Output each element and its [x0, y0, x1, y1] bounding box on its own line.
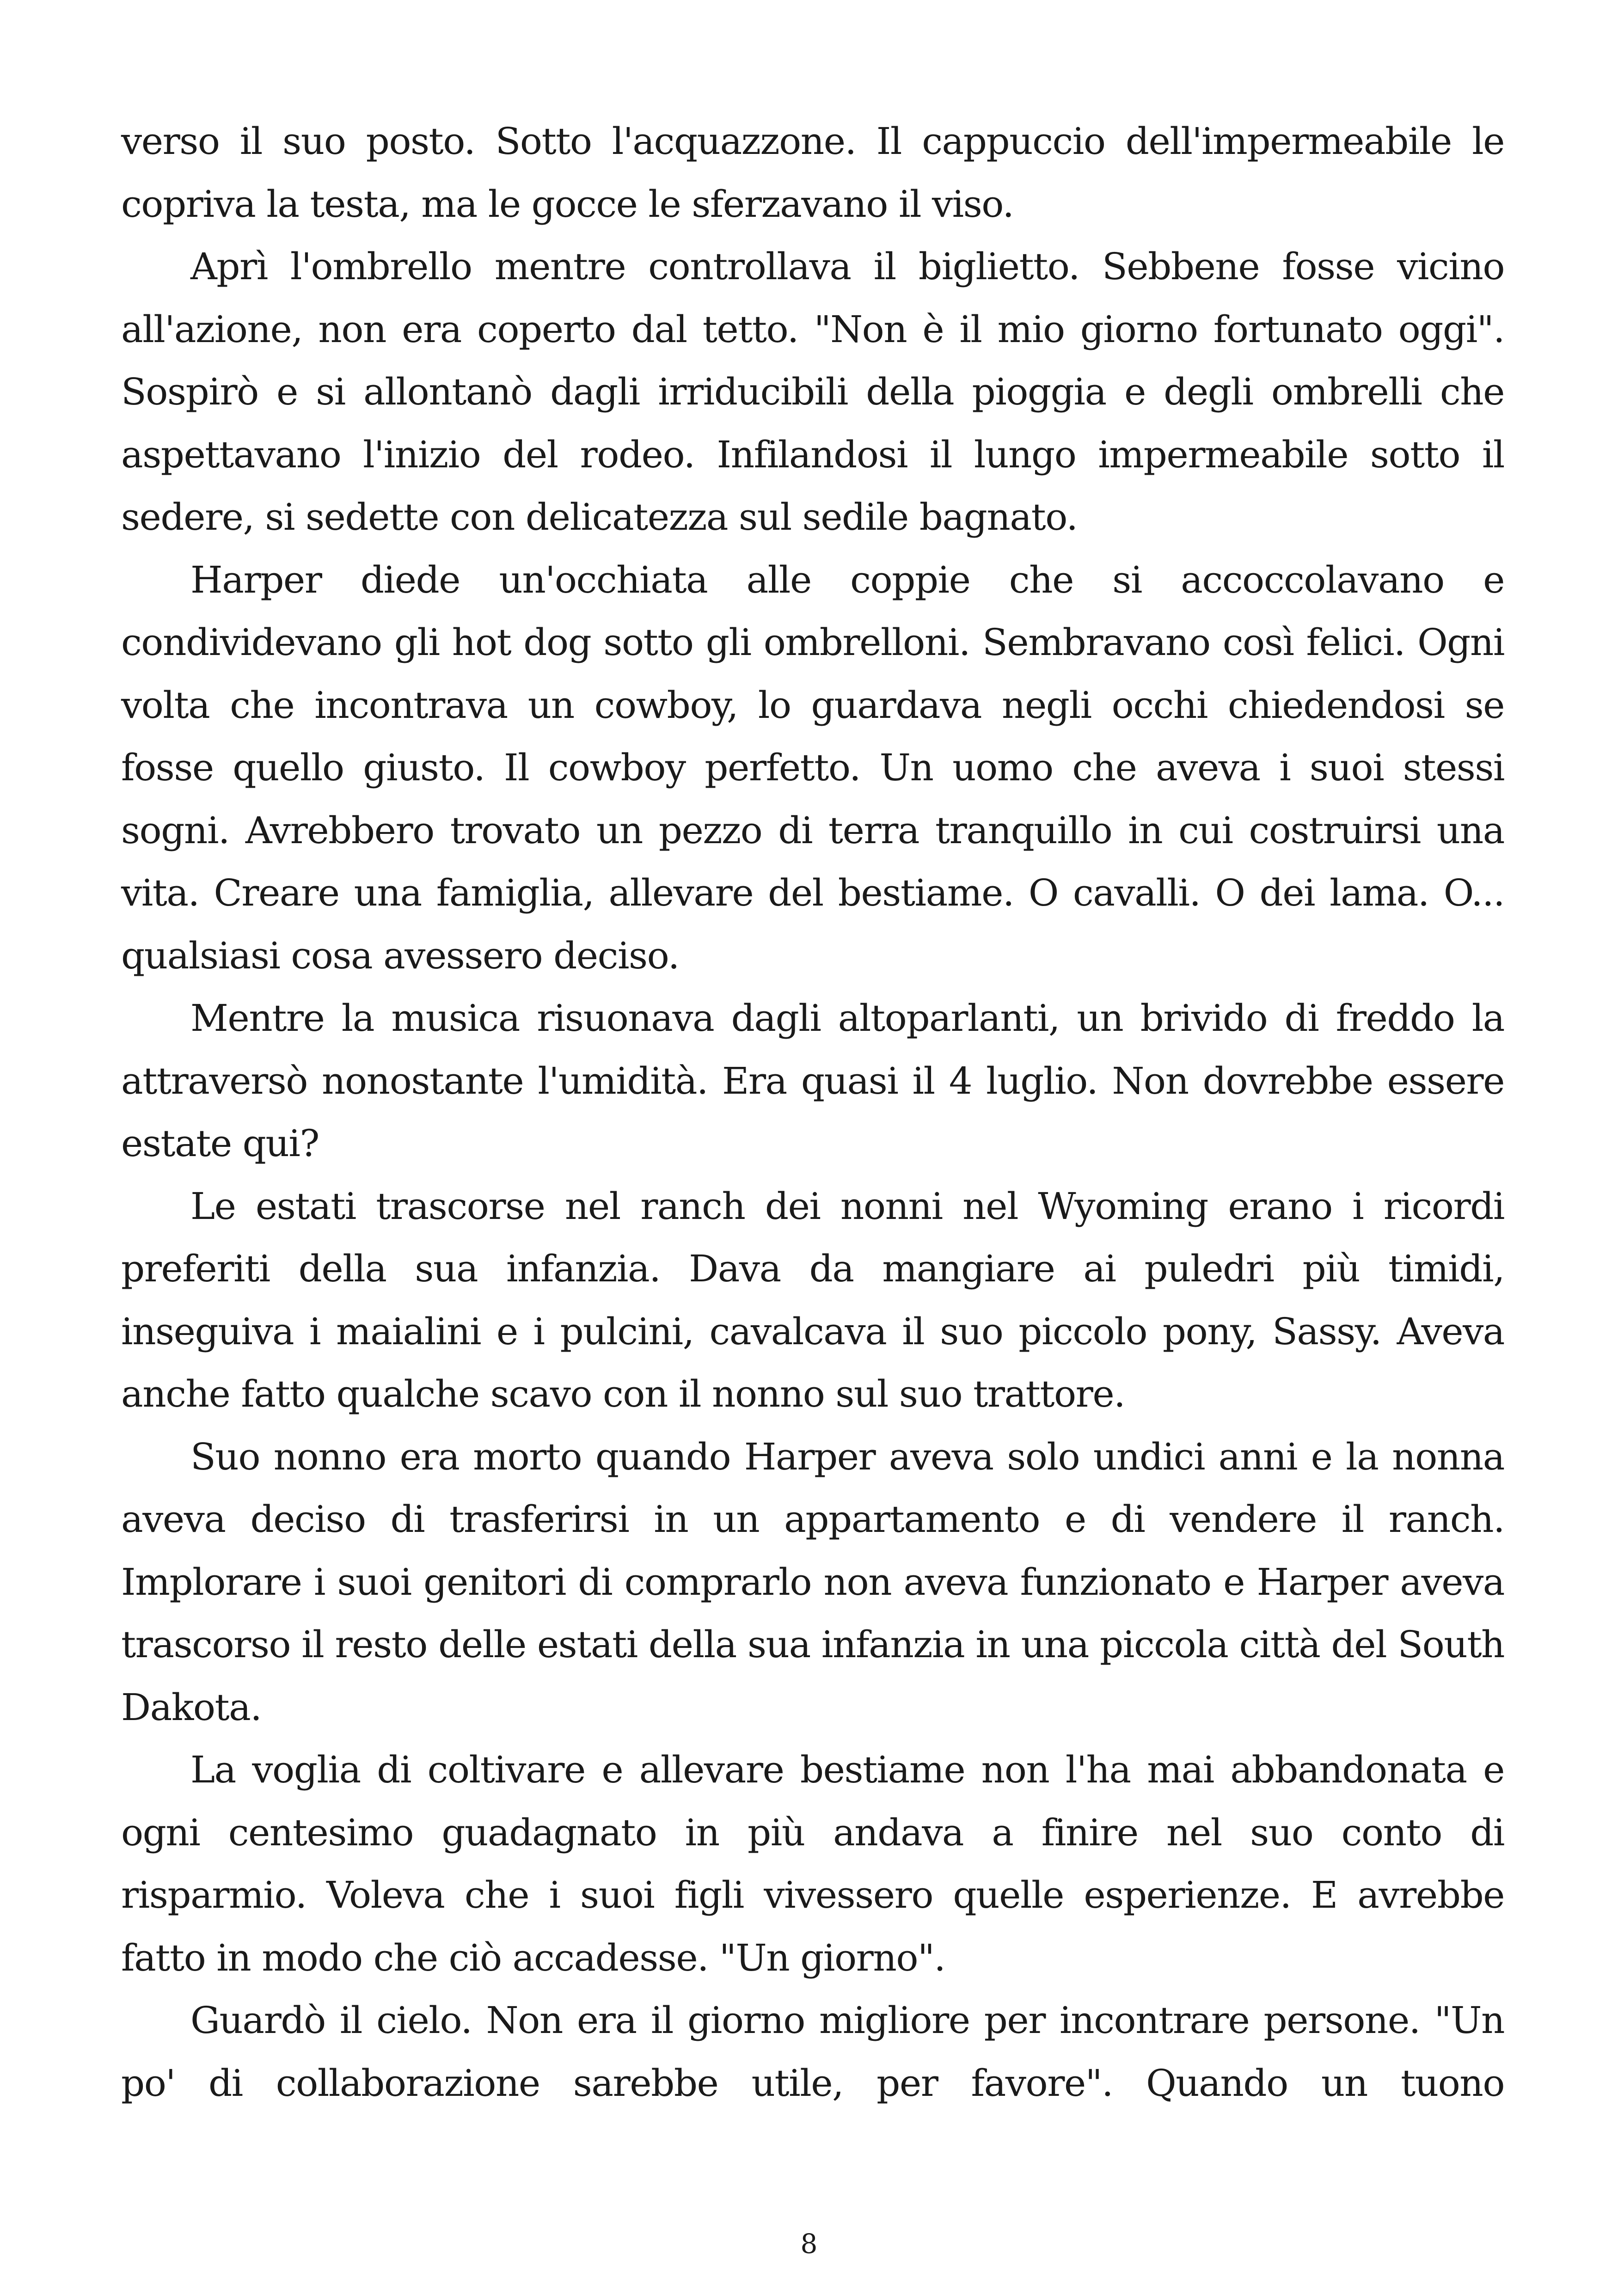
paragraph-1: verso il suo posto. Sotto l'acquazzone. Il cappuccio dell'impermeabile le copriva la testa, ma le gocce le sferzavano il viso.	[121, 120, 1504, 226]
paragraph-4: Mentre la musica risuonava dagli altoparlanti, un brivido di freddo la attraversò nonostante l'umidità. Era quasi il 4 luglio. Non dovrebbe essere estate qui?	[121, 997, 1504, 1165]
body-text	[121, 110, 1504, 2114]
paragraph-7: La voglia di coltivare e allevare bestiame non l'ha mai abbandonata e ogni centesimo guadagnato in più andava a finire nel suo conto di risparmio. Voleva che i suoi figli vivessero quelle esperienze. E avrebbe fatto in modo che ciò accadesse. "Un giorno".	[121, 1748, 1504, 1979]
paragraph-3: Harper diede un'occhiata alle coppie che si accoccolavano e condividevano gli hot dog sotto gli ombrelloni. Sembravano così felici. Ogni volta che incontrava un cowboy, lo guardava negli occhi chiedendosi se fosse quello giusto. Il cowboy perfetto. Un uomo che aveva i suoi stessi sogni. Avrebbero trovato un pezzo di terra tranquillo in cui costruirsi una vita. Creare una famiglia, allevare del bestiame. O cavalli. O dei lama. O... qualsiasi cosa avessero deciso.	[121, 558, 1504, 977]
paragraph-2: Aprì l'ombrello mentre controllava il biglietto. Sebbene fosse vicino all'azione, non era coperto dal tetto. "Non è il mio giorno fortunato oggi". Sospirò e si allontanò dagli irriducibili della pioggia e degli ombrelli che aspettavano l'inizio del rodeo. Infilandosi il lungo impermeabile sotto il sedere, si sedette con delicatezza sul sedile bagnato.	[121, 245, 1504, 539]
paragraph-5: Le estati trascorse nel ranch dei nonni nel Wyoming erano i ricordi preferiti della sua infanzia. Dava da mangiare ai puledri più timidi, inseguiva i maialini e i pulcini, cavalcava il suo piccolo pony, Sassy. Aveva anche fatto qualche scavo con il nonno sul suo trattore.	[121, 1184, 1504, 1415]
page-number: 8	[800, 2228, 818, 2259]
paragraph-6: Suo nonno era morto quando Harper aveva solo undici anni e la nonna aveva deciso di trasferirsi in un appartamento e di vendere il ranch. Implorare i suoi genitori di comprarlo non aveva funzionato e Harper aveva trascorso il resto delle estati della sua infanzia in una piccola città del South Dakota.	[121, 1435, 1504, 1729]
paragraph-8: Guardò il cielo. Non era il giorno migliore per incontrare persone. "Un po' di collaborazione sarebbe utile, per favore". Quando un tuono	[121, 1999, 1504, 2105]
